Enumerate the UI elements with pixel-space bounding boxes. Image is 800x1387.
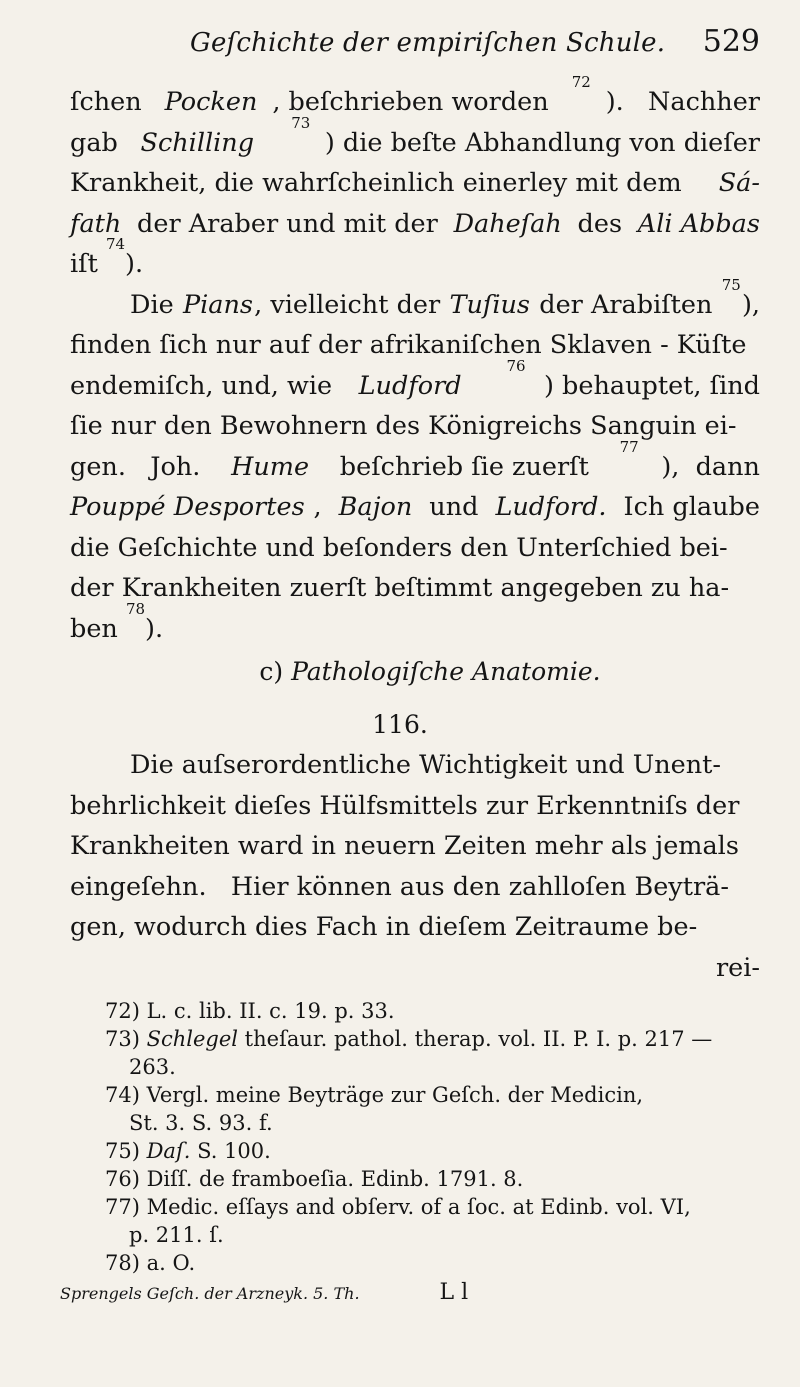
text-line: Krankheiten ward in neuern Zeiten mehr als jemals	[70, 831, 739, 861]
text-line: fath der Araber und mit der Daheſah des Ali Abbas	[70, 208, 760, 239]
text-line: endemiſch, und, wie Ludford 76 ) behauptet, ſind	[70, 366, 760, 407]
running-header	[190, 24, 760, 59]
section-label: c)	[259, 657, 292, 686]
text-line: gen, wodurch dies Fach in dieſem Zeitraume be-	[70, 912, 698, 942]
footnote-ref[interactable]: 73	[291, 113, 311, 132]
section-title: Pathologiſche Anatomie.	[291, 657, 601, 686]
text-line: gen. Joh. Hume beſchrieb ſie zuerſt 77 ), dann	[70, 447, 760, 488]
catchword: rei-	[715, 952, 760, 983]
text-block-2	[70, 745, 760, 988]
text-line: Die Pians , vielleicht der Tuſius der Arabiſten 75 ),	[70, 285, 760, 326]
text-line: eingeſehn. Hier können aus den zahlloſen Beyträ-	[70, 871, 729, 902]
page-footer	[60, 1280, 660, 1305]
text-line: Pouppé Desportes , Bajon und Ludford. Ich glaube	[70, 492, 760, 522]
footnote-ref[interactable]: 74	[105, 235, 126, 253]
footnote-ref[interactable]: 72	[571, 73, 591, 91]
footnote-74-cont: St. 3. S. 93. f.	[129, 1111, 273, 1135]
footnote-73-cont: 263.	[129, 1055, 176, 1079]
signature-line: Sprengels Geſch. der Arzneyk. 5. Th.	[60, 1284, 360, 1303]
text-line: Krankheit, die wahrſcheinlich einerley mit dem Sá-	[70, 168, 760, 198]
footnote-78: 78) a. O.	[105, 1251, 196, 1275]
text-line: Die auſserordentliche Wichtigkeit und Unent-	[130, 750, 722, 780]
section-heading	[0, 657, 800, 686]
section-number: 116.	[372, 710, 428, 739]
page-number: 529	[702, 24, 760, 59]
sheet-mark: L l	[439, 1280, 469, 1305]
footnote-75: 75) Daſ. S. 100.	[105, 1139, 271, 1163]
text-line: gab Schilling 73 ) die beſte Abhandlung von dieſer	[70, 123, 760, 164]
footnote-76: 76) Diſſ. de framboeſia. Edinb. 1791. 8.	[105, 1167, 524, 1191]
text-line: der Krankheiten zuerſt beſtimmt angegeben zu ha-	[70, 573, 730, 603]
text-line: ben 78 ).	[70, 609, 760, 650]
text-block-1	[70, 73, 760, 649]
footnote-ref[interactable]: 77	[619, 437, 639, 456]
text-line: iſt 74 ).	[70, 244, 760, 285]
running-title: Geſchichte der empiriſchen Schule.	[190, 28, 666, 58]
footnotes	[105, 997, 755, 1277]
footnote-73: 73) Schlegel theſaur. pathol. therap. vol. II. P. I. p. 217 —	[105, 1027, 713, 1051]
text-line: behrlichkeit dieſes Hülfsmittels zur Erkenntniſs der	[70, 790, 740, 821]
footnote-ref[interactable]: 76	[506, 356, 526, 375]
footnote-77: 77) Medic. eſſays and obſerv. of a ſoc. at Edinb. vol. VI,	[105, 1195, 691, 1219]
footnote-77-cont: p. 211. ſ.	[129, 1223, 224, 1247]
text-line: die Geſchichte und beſonders den Unterſchied bei-	[70, 532, 728, 563]
text-line: ſchen Pocken , beſchrieben worden 72 ). Nachher	[70, 82, 760, 123]
footnote-72: 72) L. c. lib. II. c. 19. p. 33.	[105, 999, 395, 1023]
footnote-ref[interactable]: 75	[721, 275, 741, 294]
footnote-74: 74) Vergl. meine Beyträge zur Geſch. der Medicin,	[105, 1083, 644, 1107]
footnote-ref[interactable]: 78	[125, 599, 146, 618]
text-line: finden ſich nur auf der afrikaniſchen Sklaven - Küſte	[70, 330, 747, 360]
text-line: ſie nur den Bewohnern des Königreichs Sanguin ei-	[70, 411, 737, 441]
